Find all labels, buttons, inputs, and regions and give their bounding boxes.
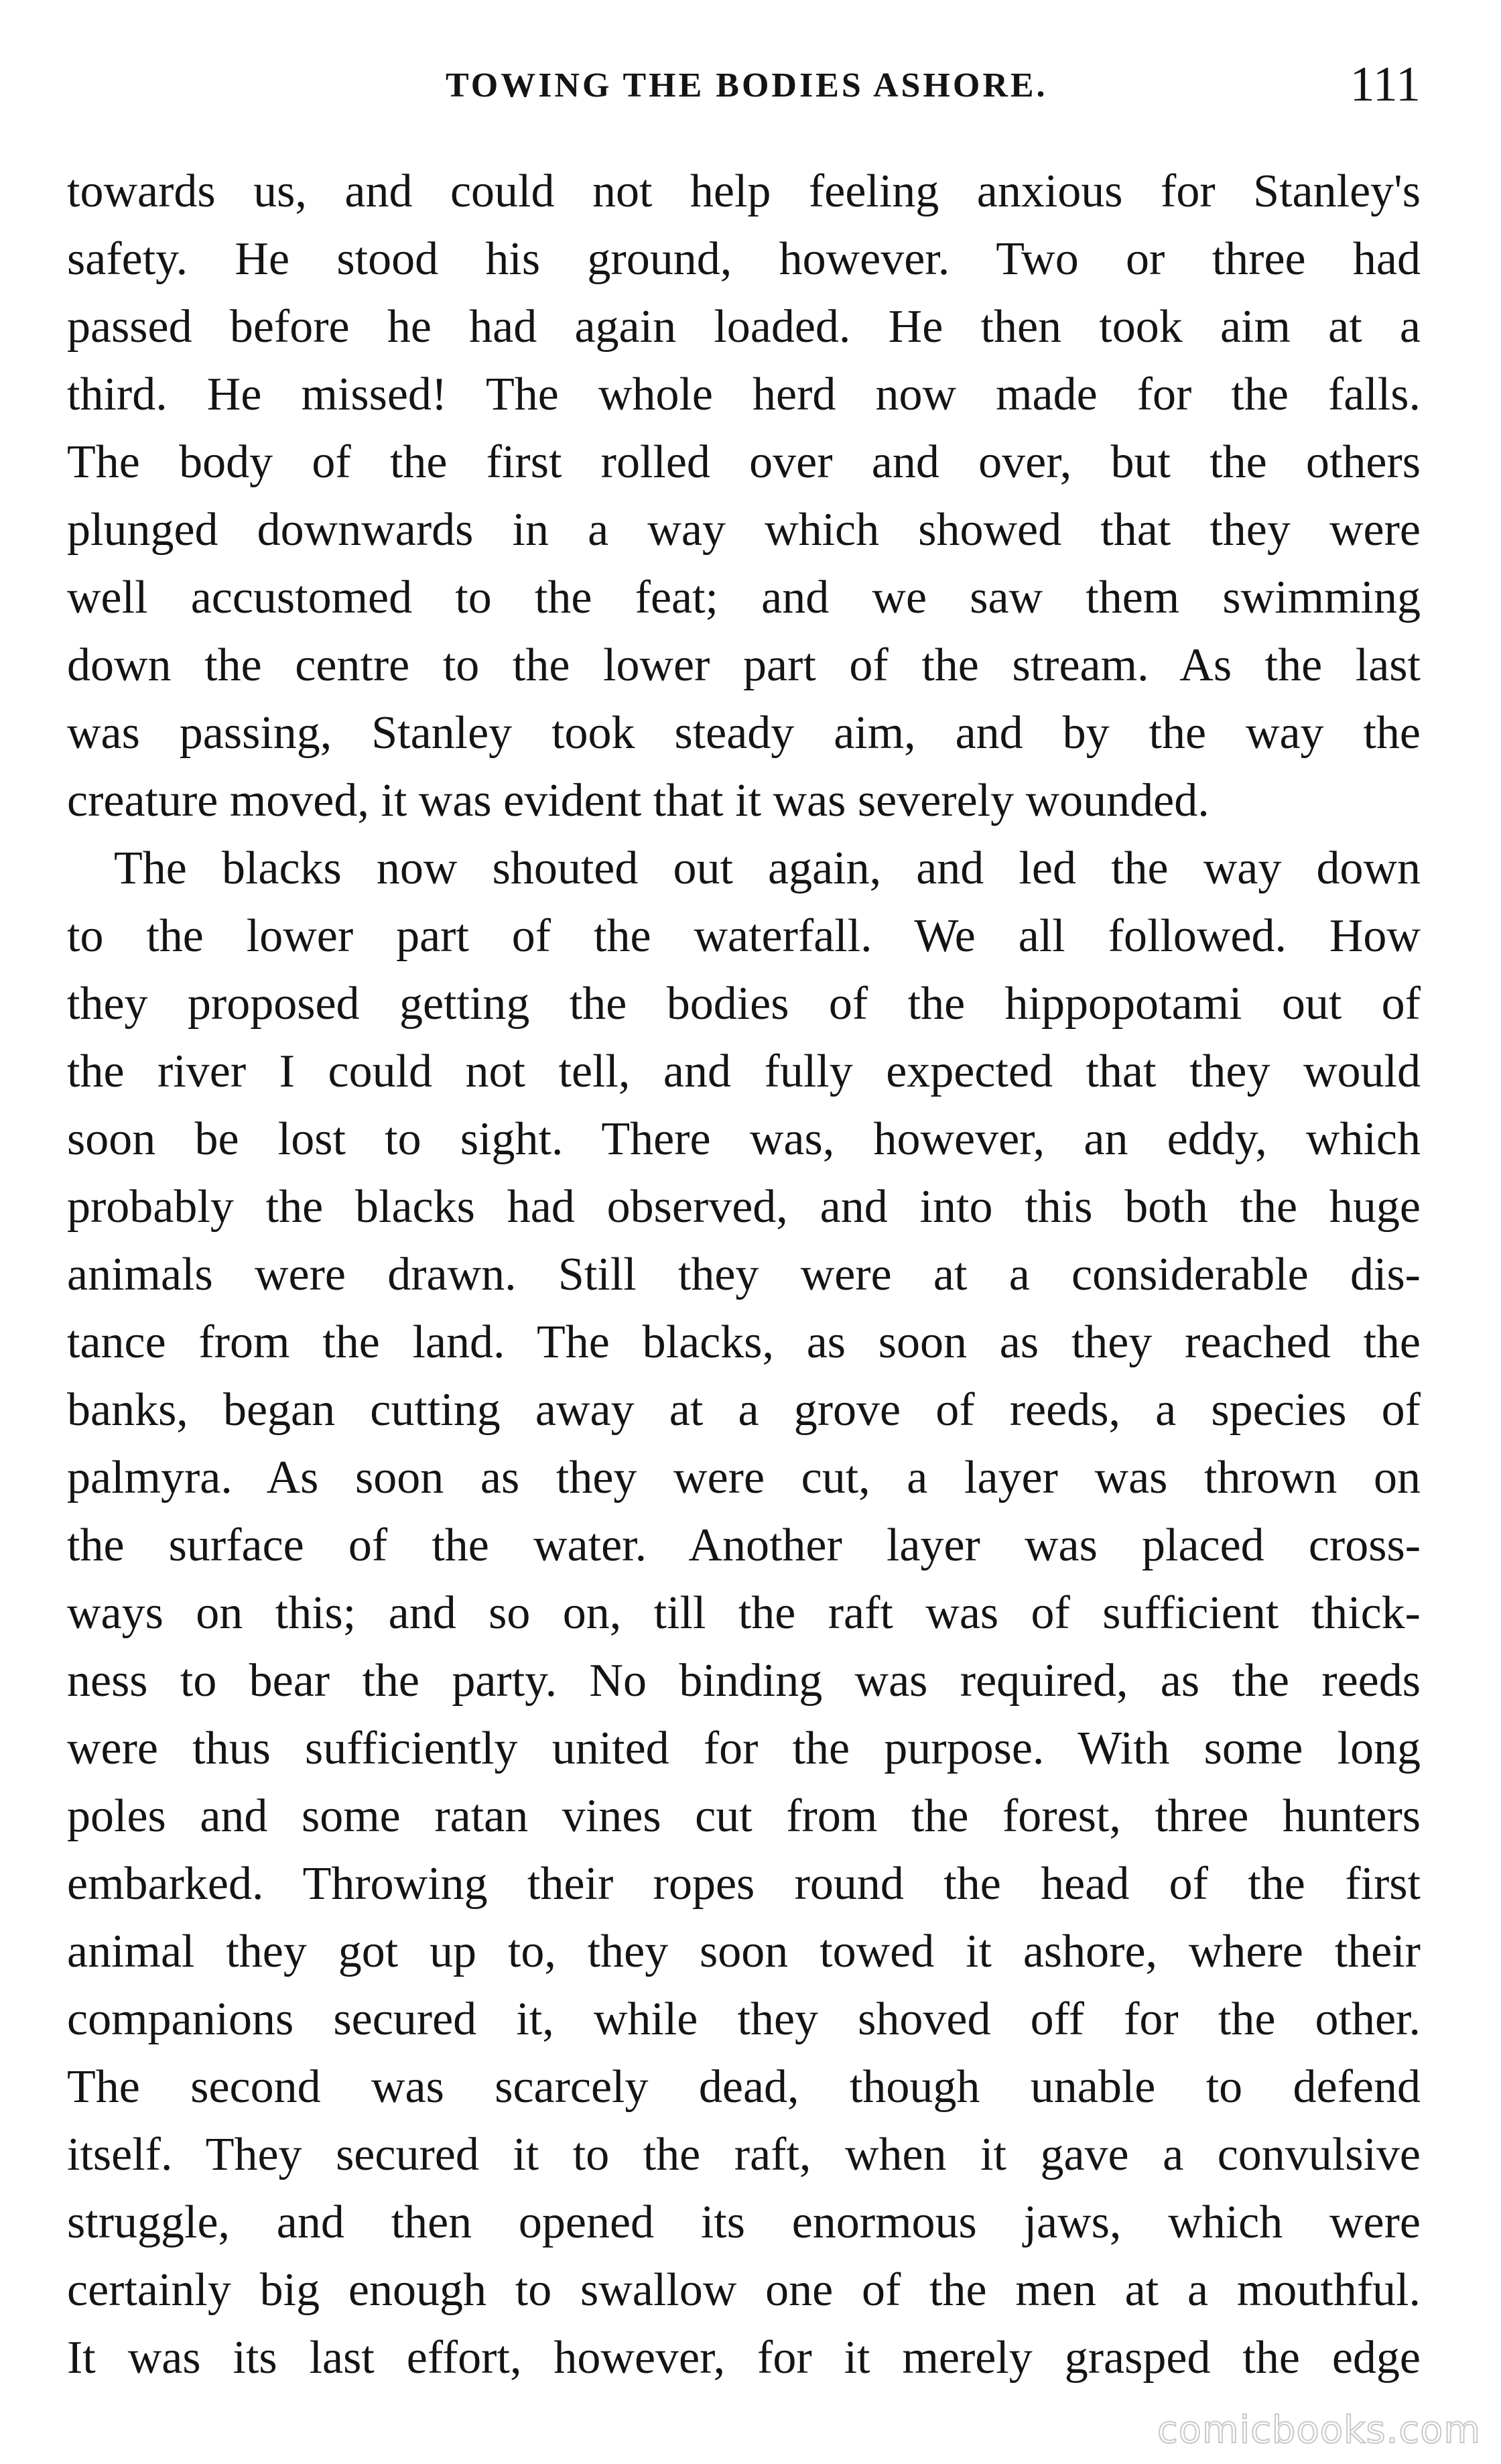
running-title: TOWING THE BODIES ASHORE. [446,66,1048,105]
page-header [67,54,1421,127]
text-line: It was its last effort, however, for it merely grasped the edge [67,2332,1421,2384]
paragraph [67,158,1421,835]
text-line: was passing, Stanley took steady aim, and by the way the [67,707,1421,759]
text-line: ness to bear the party. No binding was required, as the reeds [67,1655,1421,1707]
paragraph [67,835,1421,2392]
text-line: embarked. Throwing their ropes round the head of the first [67,1858,1421,1910]
text-line: third. He missed! The whole herd now made for the falls. [67,369,1421,420]
text-line: the surface of the water. Another layer was placed cross- [67,1520,1421,1571]
text-line: certainly big enough to swallow one of the men at a mouthful. [67,2264,1421,2316]
text-line: to the lower part of the waterfall. We all followed. How [67,910,1421,962]
text-line: itself. They secured it to the raft, when it gave a convulsive [67,2129,1421,2180]
text-line: tance from the land. The blacks, as soon as they reached the [67,1316,1421,1368]
text-line: banks, began cutting away at a grove of reeds, a species of [67,1384,1421,1436]
body-text [67,158,1421,2392]
text-line: down the centre to the lower part of the stream. As the last [67,639,1421,691]
text-line: The blacks now shouted out again, and led the way down [114,843,1421,894]
text-line: creature moved, it was evident that it was severely wounded. [67,775,1210,826]
text-line: ways on this; and so on, till the raft was of sufficient thick- [67,1587,1421,1639]
page-number: 111 [1350,57,1421,112]
text-line: poles and some ratan vines cut from the forest, three hunters [67,1790,1421,1842]
text-line: companions secured it, while they shoved off for the other. [67,1993,1421,2045]
watermark-logo: comicbooks.com [1157,2408,1481,2452]
text-line: safety. He stood his ground, however. Two or three had [67,233,1421,285]
text-line: were thus sufficiently united for the purpose. With some long [67,1723,1421,1774]
text-line: The second was scarcely dead, though unable to defend [67,2061,1421,2113]
text-line: animal they got up to, they soon towed it ashore, where their [67,1926,1421,1977]
text-line: probably the blacks had observed, and into this both the huge [67,1181,1421,1233]
text-line: towards us, and could not help feeling anxious for Stanley's [67,166,1421,217]
text-line: The body of the first rolled over and over, but the others [67,436,1421,488]
text-line: well accustomed to the feat; and we saw them swimming [67,572,1421,623]
text-line: the river I could not tell, and fully expected that they would [67,1046,1421,1097]
text-line: palmyra. As soon as they were cut, a layer was thrown on [67,1452,1421,1503]
text-line: animals were drawn. Still they were at a considerable dis- [67,1249,1421,1300]
text-line: they proposed getting the bodies of the hippopotami out of [67,978,1421,1030]
text-line: soon be lost to sight. There was, however, an eddy, which [67,1113,1421,1165]
text-line: struggle, and then opened its enormous jaws, which were [67,2197,1421,2248]
text-line: passed before he had again loaded. He then took aim at a [67,301,1421,353]
text-line: plunged downwards in a way which showed that they were [67,504,1421,556]
